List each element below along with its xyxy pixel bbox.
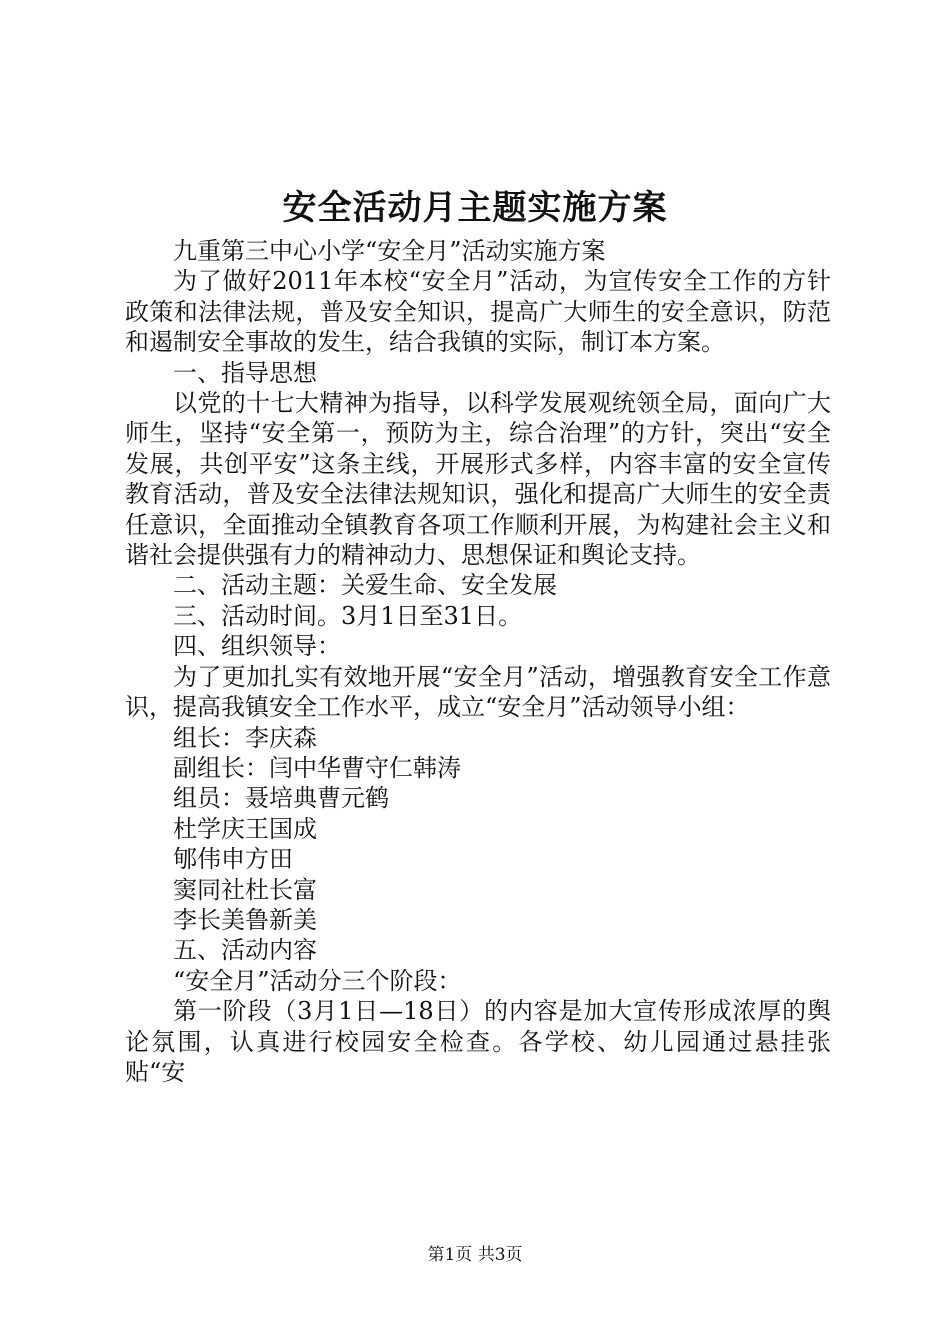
member-line: 郇伟申方田 xyxy=(173,845,293,874)
paragraph: 以党的十七大精神为指导，以科学发展观统领全局，面向广大师生，坚持“安全第一，预防为主，综合治理”的方针，突出“安全发展，共创平安”这条主线，开展形式多样，内容丰富的安全宣传教育活动，普及安全法律法规知识，强化和提高广大师生的安全责任意识，全面推动全镇教育各项工作顺利开展，为构建社会主义和谐社会提供强有力的精神动力、思想保证和舆论支持。 xyxy=(125,389,831,570)
paragraph: 为了做好2011年本校“安全月”活动，为宣传安全工作的方针政策和法律法规，普及安全知识，提高广大师生的安全意识，防范和遏制安全事故的发生，结合我镇的实际，制订本方案。 xyxy=(125,267,831,357)
member-line: 组长：李庆森 xyxy=(173,723,317,752)
section-heading: 四、组织领导： xyxy=(173,632,341,661)
member-line: 窦同社杜长富 xyxy=(173,875,317,904)
paragraph: “安全月”活动分三个阶段： xyxy=(173,966,462,995)
section-heading: 一、指导思想 xyxy=(173,358,317,387)
document-title: 安全活动月主题实施方案 xyxy=(282,188,668,228)
section-heading: 三、活动时间。3月1日至31日。 xyxy=(173,601,523,630)
member-line: 组员：聂培典曹元鹤 xyxy=(173,784,389,813)
member-line: 副组长：闫中华曹守仁韩涛 xyxy=(173,753,461,782)
section-heading: 五、活动内容 xyxy=(173,936,317,965)
page-footer: 第1页 共3页 xyxy=(427,1245,523,1265)
document-body xyxy=(125,236,831,1087)
member-line: 杜学庆王国成 xyxy=(173,814,317,843)
section-heading: 二、活动主题：关爱生命、安全发展 xyxy=(173,571,557,600)
paragraph: 九重第三中心小学“安全月”活动实施方案 xyxy=(173,237,606,265)
member-line: 李长美鲁新美 xyxy=(173,905,317,934)
paragraph: 为了更加扎实有效地开展“安全月”活动，增强教育安全工作意识，提高我镇安全工作水平，成立“安全月”活动领导小组： xyxy=(125,662,831,722)
paragraph: 第一阶段（3月1日—18日）的内容是加大宣传形成浓厚的舆论氛围，认真进行校园安全检查。各学校、幼儿园通过悬挂张贴“安 xyxy=(125,997,831,1086)
